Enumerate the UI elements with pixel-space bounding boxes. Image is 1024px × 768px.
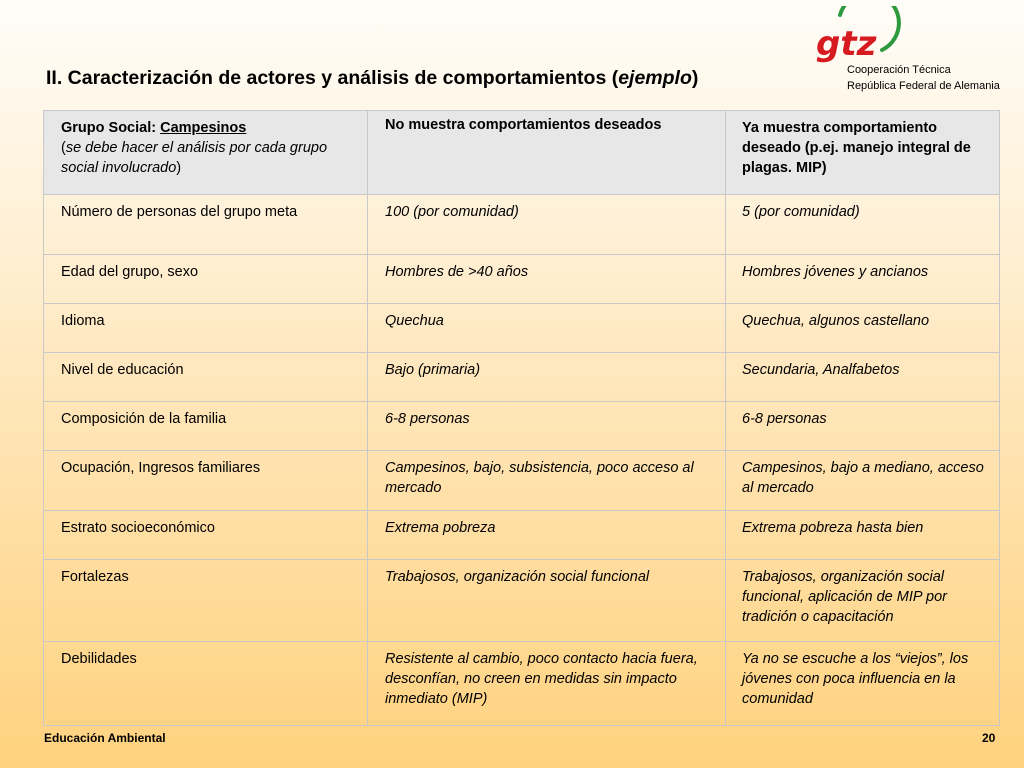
row-label: Edad del grupo, sexo xyxy=(44,255,368,304)
actors-table xyxy=(43,110,1000,726)
header-cell-behavior: Ya muestra comportamiento deseado (p.ej. manejo integral de plagas. MIP) xyxy=(726,111,1000,195)
table-row xyxy=(44,195,1000,255)
row-label: Número de personas del grupo meta xyxy=(44,195,368,255)
page-number: 20 xyxy=(982,731,996,745)
table-row xyxy=(44,560,1000,642)
org-line-1: Cooperación Técnica xyxy=(847,64,951,76)
table-header-row xyxy=(44,111,1000,195)
group-note: se debe hacer el análisis por cada grupo social involucrado xyxy=(61,140,328,176)
gtz-logo xyxy=(810,6,910,68)
table-row xyxy=(44,642,1000,726)
title-close: ) xyxy=(691,67,699,89)
row-label: Fortalezas xyxy=(44,560,368,642)
row-value-no: 6-8 personas xyxy=(368,402,726,451)
note-close: ) xyxy=(176,160,182,176)
note-open: ( xyxy=(61,140,66,156)
row-value-yes: Ya no se escuche a los “viejos”, los jóvenes con poca influencia en la comunidad xyxy=(726,642,1000,726)
row-value-no: Campesinos, bajo, subsistencia, poco acceso al mercado xyxy=(368,451,726,511)
row-value-yes: Secundaria, Analfabetos xyxy=(726,353,1000,402)
row-value-no: Trabajosos, organización social funcional xyxy=(368,560,726,642)
table-row xyxy=(44,451,1000,511)
row-value-yes: Campesinos, bajo a mediano, acceso al mercado xyxy=(726,451,1000,511)
title-emphasis: ejemplo xyxy=(618,67,692,89)
footer-course-title: Educación Ambiental xyxy=(44,731,166,745)
row-value-yes: 5 (por comunidad) xyxy=(726,195,1000,255)
table-row xyxy=(44,304,1000,353)
title-main: II. Caracterización de actores y análisis de comportamientos ( xyxy=(46,67,619,89)
organization-name xyxy=(847,62,1000,94)
table-row xyxy=(44,402,1000,451)
header-cell-no-behavior: No muestra comportamientos deseados xyxy=(368,111,726,195)
row-value-yes: Extrema pobreza hasta bien xyxy=(726,511,1000,560)
row-label: Composición de la familia xyxy=(44,402,368,451)
table-row xyxy=(44,511,1000,560)
row-label: Debilidades xyxy=(44,642,368,726)
table-row xyxy=(44,255,1000,304)
row-value-no: 100 (por comunidad) xyxy=(368,195,726,255)
table-row xyxy=(44,353,1000,402)
row-value-no: Quechua xyxy=(368,304,726,353)
row-label: Estrato socioeconómico xyxy=(44,511,368,560)
org-line-2: República Federal de Alemania xyxy=(847,80,1000,92)
header-cell-group xyxy=(44,111,368,195)
row-value-no: Extrema pobreza xyxy=(368,511,726,560)
row-value-yes: Hombres jóvenes y ancianos xyxy=(726,255,1000,304)
row-label: Nivel de educación xyxy=(44,353,368,402)
logo-text: gtz xyxy=(816,24,877,64)
group-value: Campesinos xyxy=(160,120,247,136)
row-value-yes: 6-8 personas xyxy=(726,402,1000,451)
row-value-no: Resistente al cambio, poco contacto hacia fuera, desconfían, no creen en medidas sin impacto inmediato (MIP) xyxy=(368,642,726,726)
row-value-no: Bajo (primaria) xyxy=(368,353,726,402)
row-value-yes: Quechua, algunos castellano xyxy=(726,304,1000,353)
row-label: Idioma xyxy=(44,304,368,353)
row-value-no: Hombres de >40 años xyxy=(368,255,726,304)
page-title xyxy=(46,67,698,90)
row-value-yes: Trabajosos, organización social funcional, aplicación de MIP por tradición o capacitación xyxy=(726,560,1000,642)
row-label: Ocupación, Ingresos familiares xyxy=(44,451,368,511)
group-label: Grupo Social: xyxy=(61,120,161,136)
